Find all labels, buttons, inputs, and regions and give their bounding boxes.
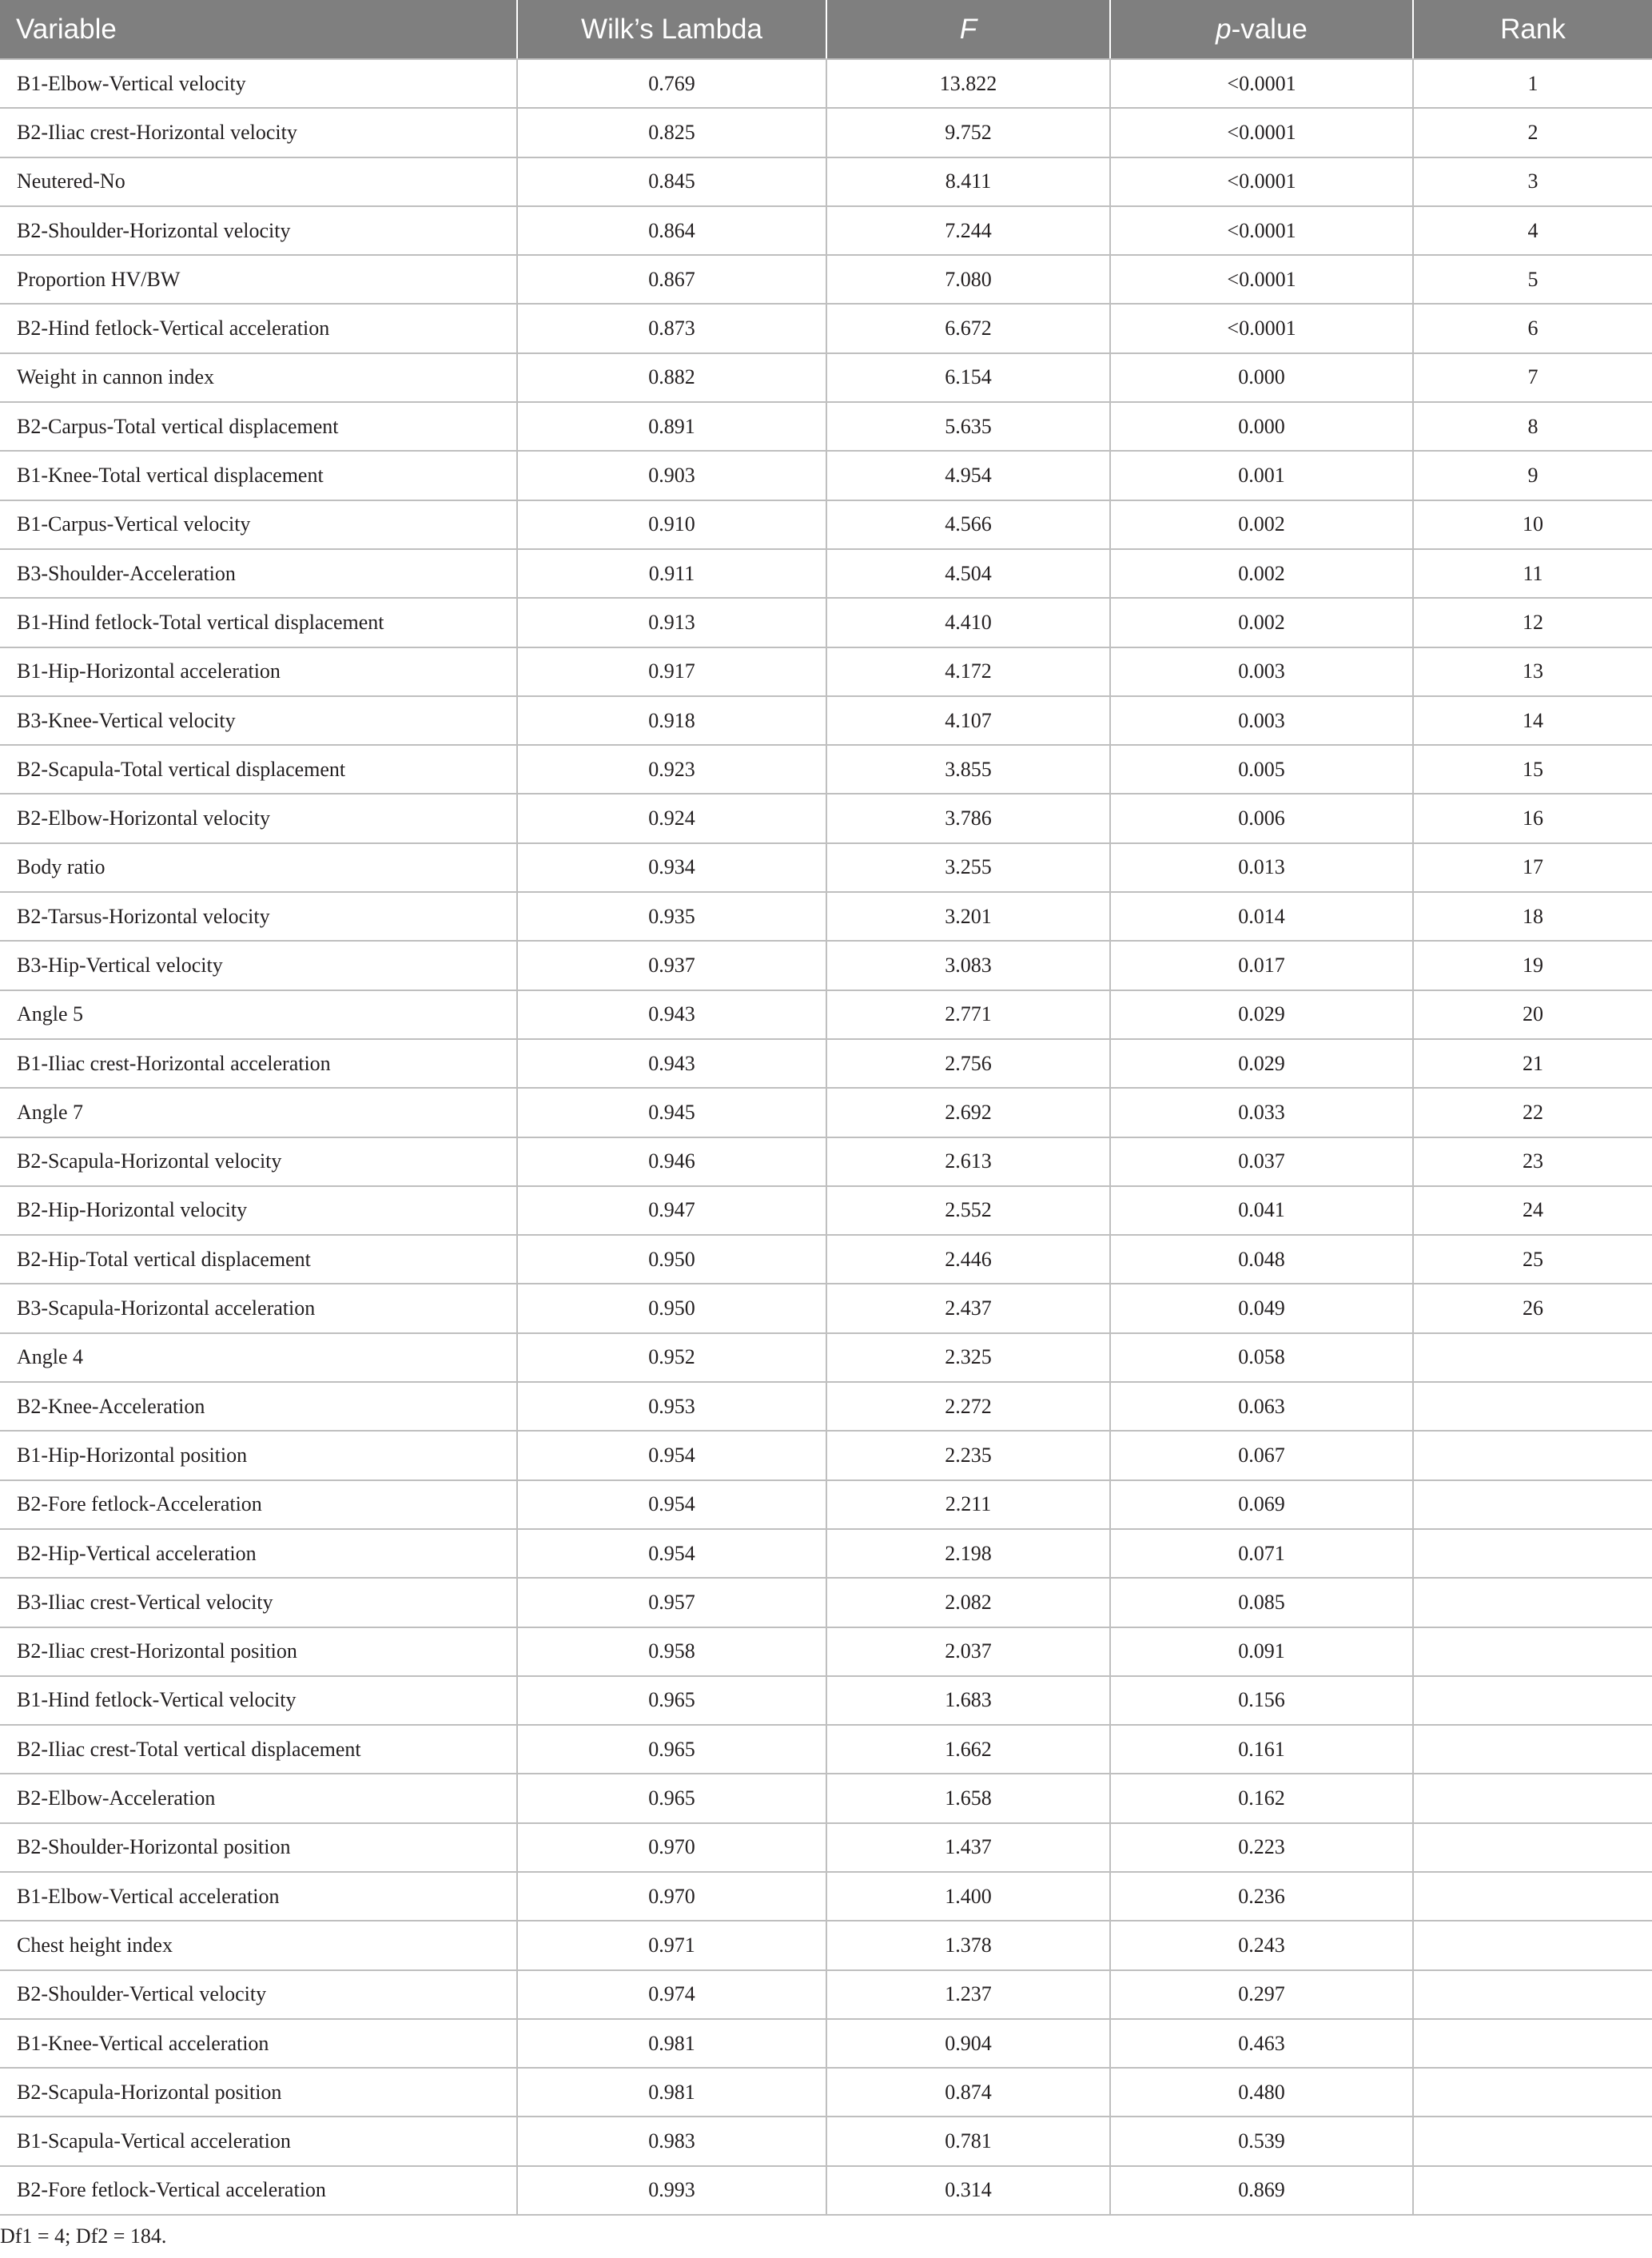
table-row xyxy=(0,990,1652,1039)
header-f-label: F xyxy=(959,13,977,45)
table-row xyxy=(0,1676,1652,1725)
p-value-cell: <0.0001 xyxy=(1110,157,1413,206)
rank-cell: 3 xyxy=(1413,157,1652,206)
f-cell: 1.662 xyxy=(826,1725,1110,1774)
f-cell: 2.446 xyxy=(826,1235,1110,1284)
variable-cell: Angle 4 xyxy=(0,1333,517,1382)
table-row xyxy=(0,108,1652,157)
rank-cell xyxy=(1413,1529,1652,1578)
wilks-lambda-cell: 0.911 xyxy=(517,549,826,598)
table-row xyxy=(0,59,1652,108)
rank-cell: 12 xyxy=(1413,598,1652,647)
variable-cell: Angle 5 xyxy=(0,990,517,1039)
f-cell: 2.211 xyxy=(826,1480,1110,1529)
wilks-lambda-cell: 0.882 xyxy=(517,353,826,402)
wilks-lambda-cell: 0.965 xyxy=(517,1676,826,1725)
table-row xyxy=(0,1333,1652,1382)
header-p-value xyxy=(1110,0,1413,59)
p-value-cell: 0.014 xyxy=(1110,892,1413,941)
f-cell: 3.855 xyxy=(826,745,1110,794)
wilks-lambda-cell: 0.950 xyxy=(517,1235,826,1284)
p-value-cell: 0.243 xyxy=(1110,1921,1413,1969)
table-row xyxy=(0,2068,1652,2117)
variable-cell: B2-Shoulder-Vertical velocity xyxy=(0,1970,517,2019)
wilks-lambda-cell: 0.937 xyxy=(517,941,826,990)
f-cell: 4.504 xyxy=(826,549,1110,598)
table-row xyxy=(0,2117,1652,2165)
p-value-cell: 0.058 xyxy=(1110,1333,1413,1382)
variable-cell: B2-Shoulder-Horizontal position xyxy=(0,1823,517,1872)
wilks-lambda-cell: 0.910 xyxy=(517,500,826,549)
f-cell: 6.672 xyxy=(826,304,1110,352)
f-cell: 2.198 xyxy=(826,1529,1110,1578)
f-cell: 2.082 xyxy=(826,1578,1110,1627)
variable-cell: B1-Elbow-Vertical velocity xyxy=(0,59,517,108)
wilks-lambda-cell: 0.954 xyxy=(517,1480,826,1529)
table-row xyxy=(0,1725,1652,1774)
rank-cell: 9 xyxy=(1413,451,1652,500)
variable-cell: B1-Elbow-Vertical acceleration xyxy=(0,1872,517,1921)
variable-cell: Proportion HV/BW xyxy=(0,255,517,304)
table-row xyxy=(0,647,1652,696)
f-cell: 2.613 xyxy=(826,1137,1110,1186)
wilks-lambda-cell: 0.873 xyxy=(517,304,826,352)
f-cell: 1.400 xyxy=(826,1872,1110,1921)
table-row xyxy=(0,2019,1652,2068)
wilks-lambda-cell: 0.864 xyxy=(517,206,826,255)
variable-cell: Weight in cannon index xyxy=(0,353,517,402)
p-value-cell: 0.000 xyxy=(1110,402,1413,451)
table-row xyxy=(0,1284,1652,1332)
p-value-cell: 0.236 xyxy=(1110,1872,1413,1921)
p-value-cell: 0.463 xyxy=(1110,2019,1413,2068)
variable-cell: B2-Fore fetlock-Vertical acceleration xyxy=(0,2166,517,2215)
variable-cell: B3-Iliac crest-Vertical velocity xyxy=(0,1578,517,1627)
wilks-lambda-cell: 0.923 xyxy=(517,745,826,794)
rank-cell: 7 xyxy=(1413,353,1652,402)
variable-cell: B2-Elbow-Horizontal velocity xyxy=(0,794,517,842)
wilks-lambda-cell: 0.993 xyxy=(517,2166,826,2215)
wilks-lambda-cell: 0.769 xyxy=(517,59,826,108)
f-cell: 13.822 xyxy=(826,59,1110,108)
wilks-lambda-cell: 0.946 xyxy=(517,1137,826,1186)
p-value-cell: 0.223 xyxy=(1110,1823,1413,1872)
table-row xyxy=(0,1039,1652,1088)
rank-cell xyxy=(1413,1627,1652,1676)
table-row xyxy=(0,1382,1652,1431)
table-row xyxy=(0,1823,1652,1872)
p-value-cell: 0.539 xyxy=(1110,2117,1413,2165)
rank-cell xyxy=(1413,2019,1652,2068)
p-value-cell: 0.067 xyxy=(1110,1431,1413,1479)
rank-cell: 14 xyxy=(1413,696,1652,745)
wilks-lambda-cell: 0.965 xyxy=(517,1774,826,1822)
p-value-cell: 0.003 xyxy=(1110,696,1413,745)
table-row xyxy=(0,1137,1652,1186)
wilks-lambda-cell: 0.957 xyxy=(517,1578,826,1627)
f-cell: 0.314 xyxy=(826,2166,1110,2215)
p-value-cell: 0.029 xyxy=(1110,990,1413,1039)
p-value-cell: 0.000 xyxy=(1110,353,1413,402)
rank-cell xyxy=(1413,1774,1652,1822)
p-value-cell: 0.049 xyxy=(1110,1284,1413,1332)
table-row xyxy=(0,1970,1652,2019)
rank-cell: 15 xyxy=(1413,745,1652,794)
header-p-prefix: p xyxy=(1216,13,1232,45)
variable-cell: B2-Iliac crest-Horizontal velocity xyxy=(0,108,517,157)
wilks-lambda-cell: 0.947 xyxy=(517,1186,826,1235)
wilks-lambda-cell: 0.945 xyxy=(517,1088,826,1137)
table-row xyxy=(0,255,1652,304)
table-row xyxy=(0,353,1652,402)
wilks-lambda-cell: 0.970 xyxy=(517,1872,826,1921)
table-row xyxy=(0,1872,1652,1921)
table-row xyxy=(0,696,1652,745)
table-row xyxy=(0,2166,1652,2215)
rank-cell xyxy=(1413,1970,1652,2019)
table-row xyxy=(0,1480,1652,1529)
f-cell: 3.255 xyxy=(826,843,1110,892)
table-row xyxy=(0,206,1652,255)
wilks-lambda-cell: 0.917 xyxy=(517,647,826,696)
table-row xyxy=(0,1627,1652,1676)
variable-cell: B3-Hip-Vertical velocity xyxy=(0,941,517,990)
wilks-lambda-cell: 0.958 xyxy=(517,1627,826,1676)
p-value-cell: <0.0001 xyxy=(1110,59,1413,108)
f-cell: 3.786 xyxy=(826,794,1110,842)
table-row xyxy=(0,1774,1652,1822)
wilks-lambda-cell: 0.952 xyxy=(517,1333,826,1382)
rank-cell xyxy=(1413,1676,1652,1725)
f-cell: 4.566 xyxy=(826,500,1110,549)
wilks-lambda-cell: 0.971 xyxy=(517,1921,826,1969)
wilks-lambda-cell: 0.983 xyxy=(517,2117,826,2165)
f-cell: 2.552 xyxy=(826,1186,1110,1235)
p-value-cell: 0.071 xyxy=(1110,1529,1413,1578)
wilks-lambda-cell: 0.954 xyxy=(517,1431,826,1479)
variable-cell: B2-Hind fetlock-Vertical acceleration xyxy=(0,304,517,352)
p-value-cell: <0.0001 xyxy=(1110,206,1413,255)
variable-cell: B1-Scapula-Vertical acceleration xyxy=(0,2117,517,2165)
rank-cell xyxy=(1413,1578,1652,1627)
variable-cell: B2-Hip-Vertical acceleration xyxy=(0,1529,517,1578)
rank-cell: 17 xyxy=(1413,843,1652,892)
variable-cell: B2-Iliac crest-Horizontal position xyxy=(0,1627,517,1676)
wilks-lambda-cell: 0.867 xyxy=(517,255,826,304)
p-value-cell: 0.161 xyxy=(1110,1725,1413,1774)
f-cell: 2.235 xyxy=(826,1431,1110,1479)
table-row xyxy=(0,843,1652,892)
rank-cell: 20 xyxy=(1413,990,1652,1039)
p-value-cell: <0.0001 xyxy=(1110,255,1413,304)
header-row xyxy=(0,0,1652,59)
p-value-cell: 0.041 xyxy=(1110,1186,1413,1235)
rank-cell: 18 xyxy=(1413,892,1652,941)
table-row xyxy=(0,1529,1652,1578)
table-row xyxy=(0,892,1652,941)
p-value-cell: 0.480 xyxy=(1110,2068,1413,2117)
p-value-cell: 0.033 xyxy=(1110,1088,1413,1137)
table-row xyxy=(0,745,1652,794)
table-row xyxy=(0,1921,1652,1969)
f-cell: 6.154 xyxy=(826,353,1110,402)
f-cell: 1.658 xyxy=(826,1774,1110,1822)
rank-cell: 16 xyxy=(1413,794,1652,842)
p-value-cell: <0.0001 xyxy=(1110,304,1413,352)
table-row xyxy=(0,1088,1652,1137)
wilks-lambda-cell: 0.935 xyxy=(517,892,826,941)
f-cell: 0.874 xyxy=(826,2068,1110,2117)
header-f xyxy=(826,0,1110,59)
variable-cell: B2-Hip-Horizontal velocity xyxy=(0,1186,517,1235)
header-rank: Rank xyxy=(1413,0,1652,59)
wilks-lambda-cell: 0.970 xyxy=(517,1823,826,1872)
table-footnote: Df1 = 4; Df2 = 184. xyxy=(0,2224,167,2248)
header-variable: Variable xyxy=(0,0,517,59)
rank-cell: 19 xyxy=(1413,941,1652,990)
variable-cell: B3-Knee-Vertical velocity xyxy=(0,696,517,745)
f-cell: 0.904 xyxy=(826,2019,1110,2068)
variable-cell: B2-Iliac crest-Total vertical displacement xyxy=(0,1725,517,1774)
p-value-cell: 0.297 xyxy=(1110,1970,1413,2019)
variable-cell: B3-Shoulder-Acceleration xyxy=(0,549,517,598)
rank-cell: 1 xyxy=(1413,59,1652,108)
wilks-lambda-cell: 0.965 xyxy=(517,1725,826,1774)
header-wilks-lambda: Wilk’s Lambda xyxy=(517,0,826,59)
table-row xyxy=(0,1235,1652,1284)
variable-cell: B2-Carpus-Total vertical displacement xyxy=(0,402,517,451)
table-row xyxy=(0,598,1652,647)
rank-cell: 5 xyxy=(1413,255,1652,304)
rank-cell xyxy=(1413,1480,1652,1529)
f-cell: 4.410 xyxy=(826,598,1110,647)
variable-cell: Chest height index xyxy=(0,1921,517,1969)
f-cell: 7.244 xyxy=(826,206,1110,255)
wilks-lambda-cell: 0.974 xyxy=(517,1970,826,2019)
rank-cell: 26 xyxy=(1413,1284,1652,1332)
rank-cell: 21 xyxy=(1413,1039,1652,1088)
variable-cell: B2-Elbow-Acceleration xyxy=(0,1774,517,1822)
p-value-cell: 0.002 xyxy=(1110,500,1413,549)
f-cell: 1.437 xyxy=(826,1823,1110,1872)
wilks-lambda-cell: 0.913 xyxy=(517,598,826,647)
wilks-lambda-cell: 0.934 xyxy=(517,843,826,892)
wilks-lambda-cell: 0.845 xyxy=(517,157,826,206)
f-cell: 2.756 xyxy=(826,1039,1110,1088)
table-row xyxy=(0,1186,1652,1235)
table-row xyxy=(0,451,1652,500)
f-cell: 4.172 xyxy=(826,647,1110,696)
rank-cell: 10 xyxy=(1413,500,1652,549)
f-cell: 4.107 xyxy=(826,696,1110,745)
p-value-cell: 0.001 xyxy=(1110,451,1413,500)
rank-cell: 23 xyxy=(1413,1137,1652,1186)
variable-cell: B2-Scapula-Total vertical displacement xyxy=(0,745,517,794)
header-p-suffix: -value xyxy=(1231,13,1308,45)
rank-cell xyxy=(1413,1921,1652,1969)
f-cell: 1.237 xyxy=(826,1970,1110,2019)
f-cell: 2.437 xyxy=(826,1284,1110,1332)
p-value-cell: 0.005 xyxy=(1110,745,1413,794)
f-cell: 2.037 xyxy=(826,1627,1110,1676)
p-value-cell: 0.063 xyxy=(1110,1382,1413,1431)
p-value-cell: 0.006 xyxy=(1110,794,1413,842)
wilks-lambda-cell: 0.924 xyxy=(517,794,826,842)
rank-cell xyxy=(1413,1382,1652,1431)
rank-cell: 24 xyxy=(1413,1186,1652,1235)
f-cell: 2.692 xyxy=(826,1088,1110,1137)
table-row xyxy=(0,402,1652,451)
variable-cell: B2-Shoulder-Horizontal velocity xyxy=(0,206,517,255)
variable-cell: B1-Knee-Vertical acceleration xyxy=(0,2019,517,2068)
wilks-lambda-cell: 0.918 xyxy=(517,696,826,745)
p-value-cell: 0.869 xyxy=(1110,2166,1413,2215)
variable-cell: B1-Iliac crest-Horizontal acceleration xyxy=(0,1039,517,1088)
p-value-cell: 0.037 xyxy=(1110,1137,1413,1186)
p-value-cell: 0.085 xyxy=(1110,1578,1413,1627)
p-value-cell: 0.091 xyxy=(1110,1627,1413,1676)
rank-cell: 6 xyxy=(1413,304,1652,352)
p-value-cell: 0.069 xyxy=(1110,1480,1413,1529)
variable-cell: B1-Hip-Horizontal acceleration xyxy=(0,647,517,696)
rank-cell: 8 xyxy=(1413,402,1652,451)
rank-cell xyxy=(1413,2068,1652,2117)
p-value-cell: 0.003 xyxy=(1110,647,1413,696)
wilks-lambda-cell: 0.954 xyxy=(517,1529,826,1578)
f-cell: 2.325 xyxy=(826,1333,1110,1382)
table-row xyxy=(0,304,1652,352)
wilks-lambda-cell: 0.953 xyxy=(517,1382,826,1431)
p-value-cell: <0.0001 xyxy=(1110,108,1413,157)
wilks-lambda-cell: 0.943 xyxy=(517,990,826,1039)
rank-cell: 11 xyxy=(1413,549,1652,598)
table-row xyxy=(0,157,1652,206)
wilks-lambda-cell: 0.943 xyxy=(517,1039,826,1088)
p-value-cell: 0.013 xyxy=(1110,843,1413,892)
p-value-cell: 0.162 xyxy=(1110,1774,1413,1822)
wilks-lambda-cell: 0.891 xyxy=(517,402,826,451)
rank-cell xyxy=(1413,2117,1652,2165)
p-value-cell: 0.029 xyxy=(1110,1039,1413,1088)
f-cell: 5.635 xyxy=(826,402,1110,451)
variable-cell: B1-Carpus-Vertical velocity xyxy=(0,500,517,549)
f-cell: 4.954 xyxy=(826,451,1110,500)
f-cell: 7.080 xyxy=(826,255,1110,304)
rank-cell xyxy=(1413,1823,1652,1872)
variable-cell: B1-Hind fetlock-Total vertical displacement xyxy=(0,598,517,647)
rank-cell xyxy=(1413,1872,1652,1921)
f-cell: 2.272 xyxy=(826,1382,1110,1431)
variable-cell: B1-Hip-Horizontal position xyxy=(0,1431,517,1479)
variable-cell: B2-Hip-Total vertical displacement xyxy=(0,1235,517,1284)
variable-cell: B2-Scapula-Horizontal position xyxy=(0,2068,517,2117)
table-body xyxy=(0,59,1652,2215)
variable-cell: B3-Scapula-Horizontal acceleration xyxy=(0,1284,517,1332)
variable-cell: Angle 7 xyxy=(0,1088,517,1137)
variable-cell: B2-Knee-Acceleration xyxy=(0,1382,517,1431)
variable-cell: Body ratio xyxy=(0,843,517,892)
table-row xyxy=(0,1578,1652,1627)
p-value-cell: 0.002 xyxy=(1110,549,1413,598)
wilks-lambda-cell: 0.903 xyxy=(517,451,826,500)
wilks-lambda-cell: 0.825 xyxy=(517,108,826,157)
rank-cell xyxy=(1413,1431,1652,1479)
wilks-lambda-cell: 0.981 xyxy=(517,2068,826,2117)
f-cell: 1.683 xyxy=(826,1676,1110,1725)
variable-cell: Neutered-No xyxy=(0,157,517,206)
wilks-lambda-cell: 0.950 xyxy=(517,1284,826,1332)
rank-cell: 13 xyxy=(1413,647,1652,696)
f-cell: 1.378 xyxy=(826,1921,1110,1969)
f-cell: 3.201 xyxy=(826,892,1110,941)
table-row xyxy=(0,941,1652,990)
p-value-cell: 0.017 xyxy=(1110,941,1413,990)
f-cell: 0.781 xyxy=(826,2117,1110,2165)
variable-cell: B1-Knee-Total vertical displacement xyxy=(0,451,517,500)
p-value-cell: 0.002 xyxy=(1110,598,1413,647)
rank-cell: 22 xyxy=(1413,1088,1652,1137)
rank-cell xyxy=(1413,2166,1652,2215)
wilks-lambda-cell: 0.981 xyxy=(517,2019,826,2068)
rank-cell xyxy=(1413,1333,1652,1382)
table-header xyxy=(0,0,1652,59)
rank-cell: 4 xyxy=(1413,206,1652,255)
p-value-cell: 0.048 xyxy=(1110,1235,1413,1284)
table-row xyxy=(0,1431,1652,1479)
rank-cell: 25 xyxy=(1413,1235,1652,1284)
variable-cell: B2-Scapula-Horizontal velocity xyxy=(0,1137,517,1186)
rank-cell: 2 xyxy=(1413,108,1652,157)
rank-cell xyxy=(1413,1725,1652,1774)
p-value-cell: 0.156 xyxy=(1110,1676,1413,1725)
variable-cell: B1-Hind fetlock-Vertical velocity xyxy=(0,1676,517,1725)
table-row xyxy=(0,500,1652,549)
f-cell: 9.752 xyxy=(826,108,1110,157)
f-cell: 8.411 xyxy=(826,157,1110,206)
variable-cell: B2-Tarsus-Horizontal velocity xyxy=(0,892,517,941)
f-cell: 3.083 xyxy=(826,941,1110,990)
variable-cell: B2-Fore fetlock-Acceleration xyxy=(0,1480,517,1529)
f-cell: 2.771 xyxy=(826,990,1110,1039)
table-row xyxy=(0,549,1652,598)
table-row xyxy=(0,794,1652,842)
